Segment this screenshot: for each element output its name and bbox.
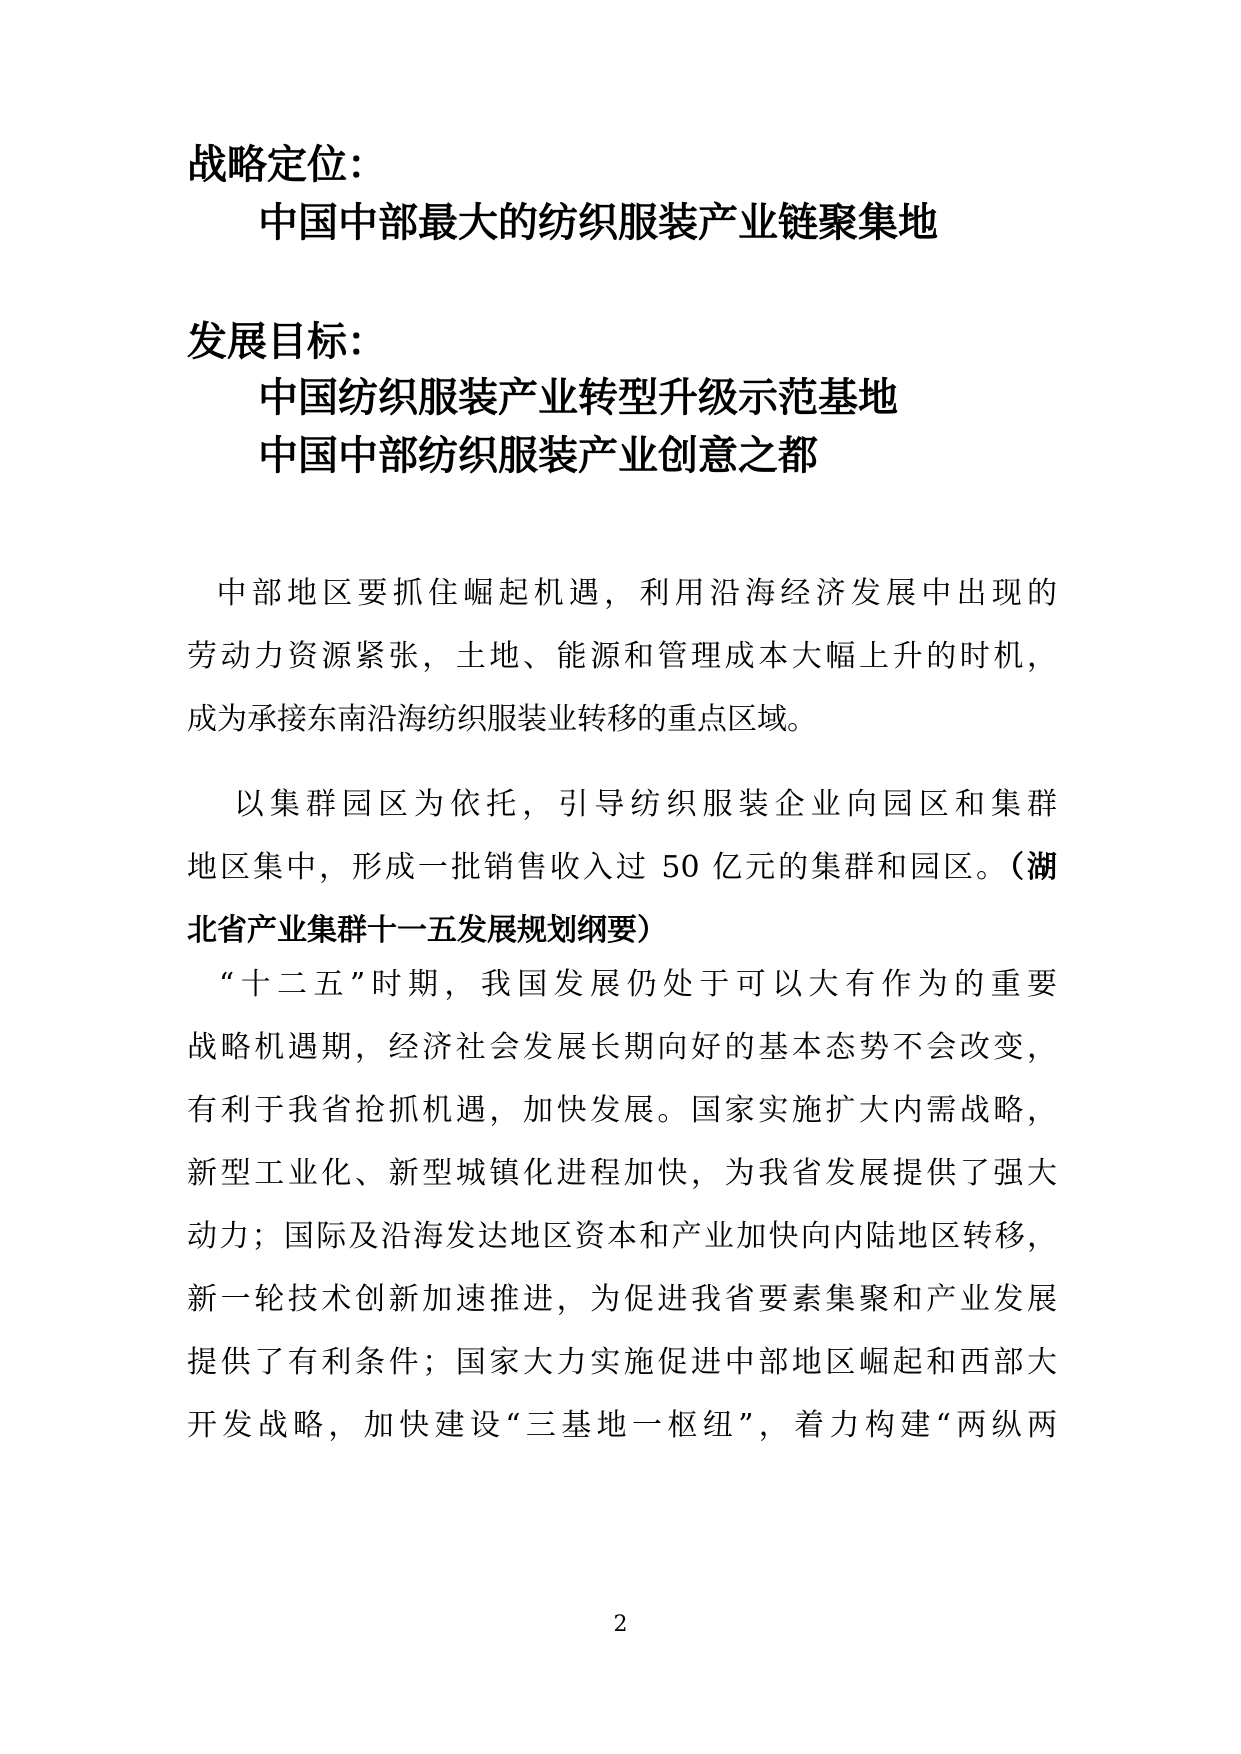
paragraph-line [187,836,1057,899]
paragraph-line: 开发战略，加快建设“三基地一枢纽”，着力构建“两纵两 [187,1408,1057,1443]
paragraph-line: 成为承接东南沿海纺织服装业转移的重点区域。 [187,702,817,737]
paragraph-line: 提供了有利条件；国家大力实施促进中部地区崛起和西部大 [187,1345,1057,1380]
paragraph-line: 中部地区要抓住崛起机遇，利用沿海经济发展中出现的 [187,576,1057,611]
paragraph-line: “十二五”时期，我国发展仍处于可以大有作为的重要 [187,967,1057,1002]
citation-source: 北省产业集群十一五发展规划纲要） [187,913,667,948]
paragraph-line-text: 地区集中，形成一批销售收入过 50 亿元的集群和园区。 [187,850,1010,885]
paragraph-line: 劳动力资源紧张，土地、能源和管理成本大幅上升的时机， [187,639,1057,674]
paragraph-line: 新型工业化、新型城镇化进程加快，为我省发展提供了强大 [187,1156,1057,1191]
paragraph-3 [187,953,1057,1457]
paragraph-line: 战略机遇期，经济社会发展长期向好的基本态势不会改变， [187,1030,1057,1065]
page-number: 2 [613,1612,628,1637]
paragraph-line: 动力；国际及沿海发达地区资本和产业加快向内陆地区转移， [187,1219,1057,1254]
paragraph-1 [187,562,1057,751]
paragraph-line: 以集群园区为依托，引导纺织服装企业向园区和集群 [187,787,1057,822]
paragraph-line: 有利于我省抢抓机遇，加快发展。国家实施扩大内需战略， [187,1093,1057,1128]
paragraph-line: 新一轮技术创新加速推进，为促进我省要素集聚和产业发展 [187,1282,1057,1317]
development-goal-item-1: 中国纺织服装产业转型升级示范基地 [258,375,898,421]
development-goal-heading: 发展目标： [187,319,387,365]
development-goal-item-2: 中国中部纺织服装产业创意之都 [258,433,818,479]
strategic-positioning-heading: 战略定位： [187,142,387,188]
strategic-positioning-item: 中国中部最大的纺织服装产业链聚集地 [258,200,938,246]
paragraph-2 [187,773,1057,962]
citation-open: （湖 [1009,850,1058,885]
